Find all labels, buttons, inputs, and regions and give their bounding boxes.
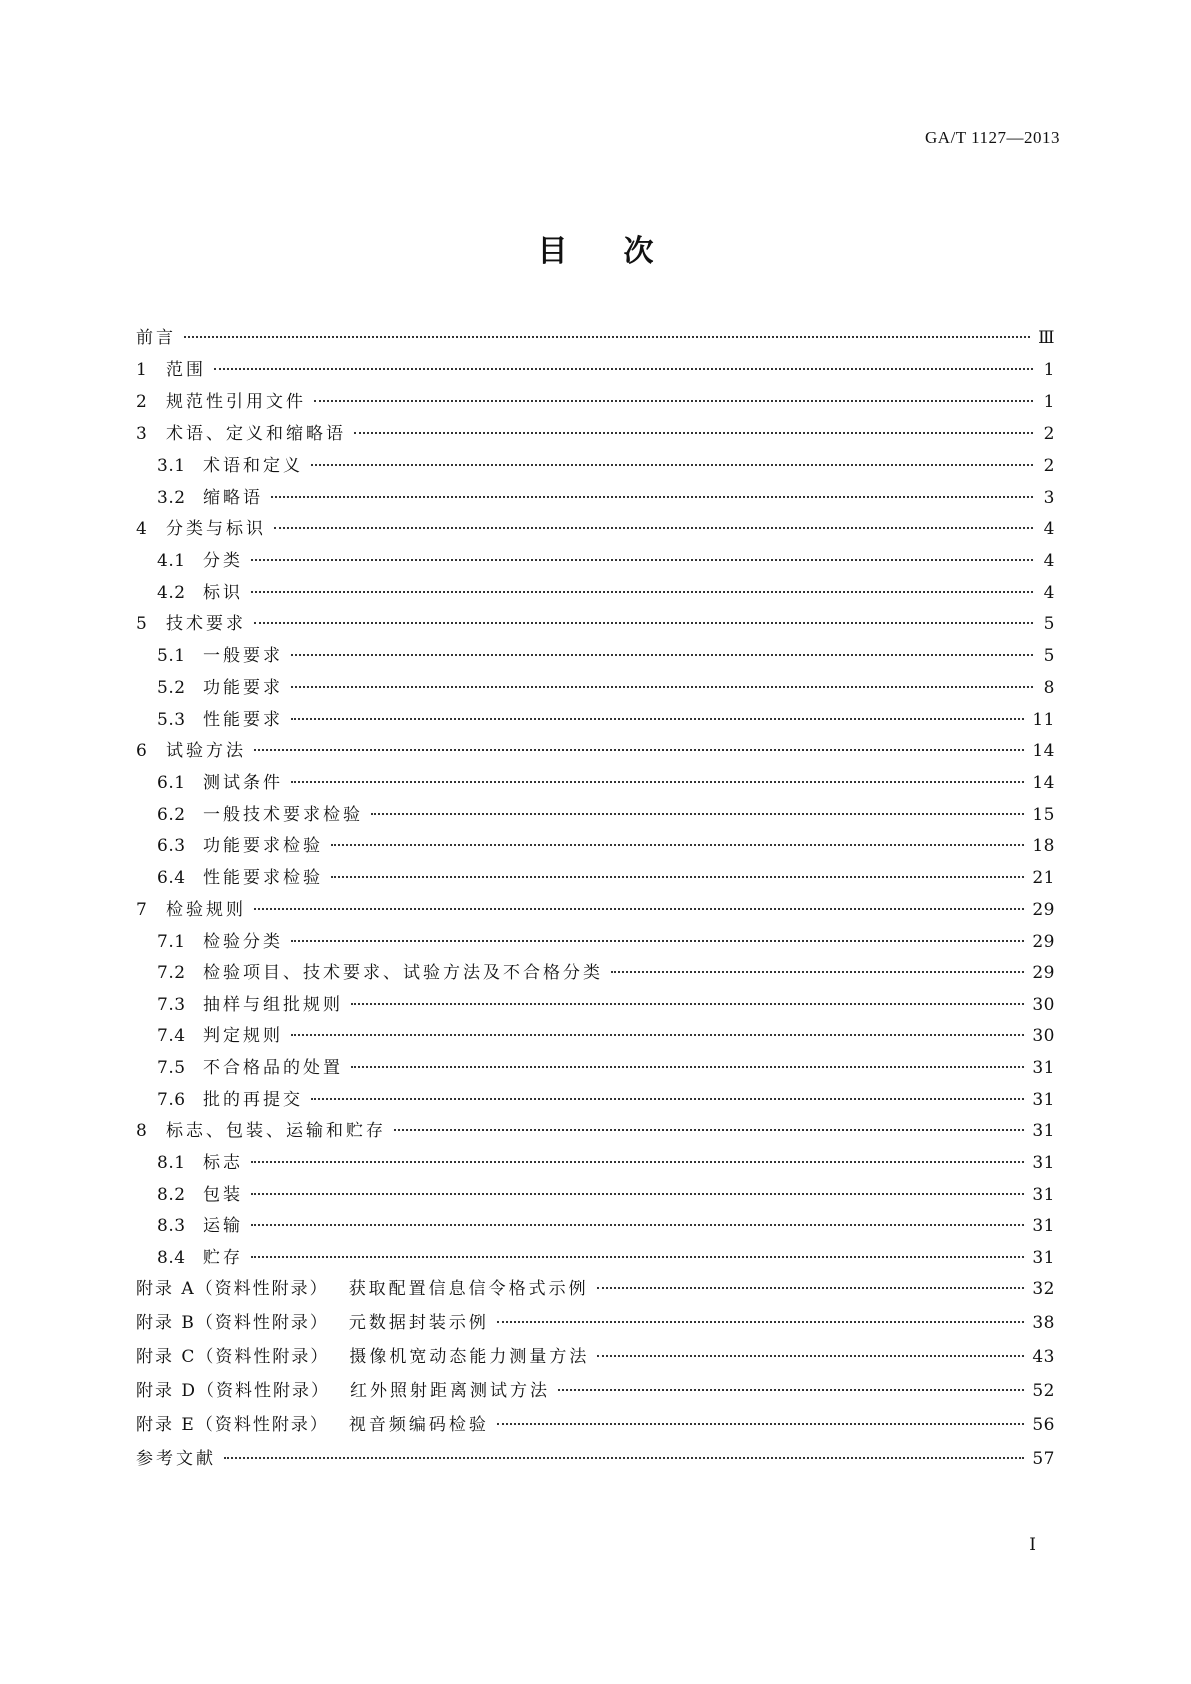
toc-entry-title: 检验项目、技术要求、试验方法及不合格分类 <box>203 963 603 984</box>
document-code: GA/T 1127—2013 <box>925 128 1060 147</box>
toc-entry-page: 43 <box>1032 1347 1055 1368</box>
toc-entry-number: 4.2 <box>157 582 186 603</box>
toc-entry-page: 3 <box>1043 487 1055 508</box>
toc-entry-appendix-label: 附录 B（资料性附录） <box>136 1313 329 1334</box>
toc-leader-dots <box>214 368 1033 370</box>
toc-entry-page: 18 <box>1032 836 1055 857</box>
toc-leader-dots <box>251 591 1033 593</box>
toc-entry-number: 3.2 <box>157 487 186 508</box>
toc-entry[interactable] <box>136 1381 1055 1415</box>
toc-entry-title: 获取配置信息信令格式示例 <box>348 1279 589 1300</box>
toc-entry-page: 29 <box>1032 963 1055 984</box>
toc-leader-dots <box>271 496 1033 498</box>
toc-leader-dots <box>184 336 1030 338</box>
toc-entry-page: 29 <box>1032 931 1055 952</box>
toc-entry-number: 8.2 <box>157 1184 186 1205</box>
toc-leader-dots <box>291 718 1024 720</box>
toc-leader-dots <box>311 464 1033 466</box>
toc-entry[interactable] <box>136 1279 1055 1313</box>
toc-leader-dots <box>291 654 1033 656</box>
toc-entry-appendix-label: 附录 D（资料性附录） <box>136 1381 331 1402</box>
toc-entry-title: 批的再提交 <box>203 1089 303 1110</box>
toc-entry-number: 7.1 <box>157 931 186 952</box>
toc-entry-title: 范围 <box>166 360 206 380</box>
toc-leader-dots <box>394 1129 1024 1131</box>
toc-leader-dots <box>274 527 1033 529</box>
toc-entry-page: 30 <box>1032 1026 1055 1047</box>
toc-entry[interactable] <box>136 868 1055 900</box>
toc-entry-page: 52 <box>1032 1381 1055 1402</box>
toc-leader-dots <box>254 749 1024 751</box>
toc-entry-number: 6 <box>136 741 148 762</box>
toc-entry-page: 1 <box>1043 392 1055 412</box>
toc-entry-number: 7.6 <box>157 1089 186 1110</box>
toc-entry-title: 贮存 <box>203 1247 243 1268</box>
toc-entry-appendix-label: 附录 C（资料性附录） <box>136 1347 330 1368</box>
toc-entry-title: 元数据封装示例 <box>348 1313 489 1334</box>
toc-entry-title: 功能要求 <box>203 677 283 698</box>
toc-entry[interactable] <box>136 1058 1055 1090</box>
toc-entry[interactable] <box>136 488 1055 520</box>
toc-leader-dots <box>371 813 1024 815</box>
toc-leader-dots <box>351 1066 1024 1068</box>
toc-entry-title: 抽样与组批规则 <box>203 994 343 1015</box>
toc-entry-title: 判定规则 <box>203 1026 283 1047</box>
toc-entry-number: 7.4 <box>157 1026 186 1047</box>
toc-entry[interactable] <box>136 710 1055 742</box>
toc-entry-number: 8.3 <box>157 1216 186 1237</box>
toc-entry-number: 6.4 <box>157 867 186 888</box>
toc-entry-appendix-label: 附录 E（资料性附录） <box>136 1415 329 1436</box>
toc-entry-page: 31 <box>1032 1057 1055 1078</box>
toc-entry-number: 6.3 <box>157 836 186 857</box>
toc-entry[interactable] <box>136 995 1055 1027</box>
toc-leader-dots <box>597 1355 1024 1357</box>
toc-leader-dots <box>331 844 1024 846</box>
toc-leader-dots <box>331 876 1024 878</box>
toc-entry[interactable] <box>136 1185 1055 1217</box>
toc-entry-title: 检验规则 <box>166 899 246 920</box>
toc-entry-number: 8 <box>136 1121 148 1142</box>
toc-entry-page: 21 <box>1032 867 1055 888</box>
toc-entry-title: 红外照射距离测试方法 <box>350 1381 551 1402</box>
toc-entry[interactable] <box>136 424 1055 456</box>
toc-entry-number: 5.3 <box>157 709 186 730</box>
toc-entry-page: 56 <box>1032 1415 1055 1436</box>
toc-entry-number: 4 <box>136 519 148 540</box>
toc-entry-title: 试验方法 <box>166 741 246 762</box>
toc-leader-dots <box>251 1256 1024 1258</box>
toc-entry-page: 38 <box>1032 1313 1055 1334</box>
toc-entry-number: 7.2 <box>157 963 186 984</box>
toc-entry-number: 8.1 <box>157 1153 186 1174</box>
toc-leader-dots <box>251 1193 1024 1195</box>
toc-entry-number: 3.1 <box>157 456 186 476</box>
toc-entry-number: 4.1 <box>157 551 186 572</box>
toc-entry[interactable] <box>136 646 1055 678</box>
toc-entry-page: 31 <box>1032 1184 1055 1205</box>
toc-entry[interactable] <box>136 1153 1055 1185</box>
toc-leader-dots <box>254 622 1033 624</box>
toc-entry-title: 前言 <box>136 328 176 348</box>
toc-entry-title: 包装 <box>203 1184 243 1205</box>
toc-leader-dots <box>224 1457 1024 1459</box>
toc-entry[interactable] <box>136 900 1055 932</box>
toc-leader-dots <box>251 559 1033 561</box>
toc-entry-number: 6.2 <box>157 804 186 825</box>
toc-entry-title: 术语、定义和缩略语 <box>166 424 346 444</box>
toc-entry-page: 11 <box>1032 709 1055 730</box>
toc-leader-dots <box>291 1034 1024 1036</box>
toc-entry-title: 缩略语 <box>203 487 263 508</box>
toc-entry[interactable] <box>136 773 1055 805</box>
toc-entry-page: 30 <box>1032 994 1055 1015</box>
toc-entry[interactable] <box>136 519 1055 551</box>
toc-entry-title: 一般技术要求检验 <box>203 804 363 825</box>
toc-entry-number: 6.1 <box>157 773 186 794</box>
toc-leader-dots <box>611 971 1024 973</box>
toc-entry-page: 31 <box>1032 1121 1055 1142</box>
toc-entry-page: 5 <box>1043 646 1055 667</box>
toc-entry-title: 测试条件 <box>203 773 283 794</box>
toc-entry-page: Ⅲ <box>1038 328 1055 348</box>
toc-leader-dots <box>314 400 1033 402</box>
toc-entry[interactable] <box>136 614 1055 646</box>
toc-entry-title: 分类 <box>203 551 243 572</box>
toc-entry-title: 规范性引用文件 <box>166 392 306 412</box>
toc-entry-page: 2 <box>1043 424 1055 444</box>
toc-leader-dots <box>558 1389 1024 1391</box>
toc-leader-dots <box>497 1423 1025 1425</box>
toc-entry[interactable] <box>136 360 1055 392</box>
toc-entry[interactable] <box>136 1415 1055 1449</box>
toc-entry-title: 参考文献 <box>136 1449 216 1470</box>
toc-entry-title: 功能要求检验 <box>203 836 323 857</box>
toc-entry-title: 分类与标识 <box>166 519 266 540</box>
toc-entry[interactable] <box>136 328 1055 360</box>
toc-leader-dots <box>597 1287 1025 1289</box>
toc-entry-page: 2 <box>1043 456 1055 476</box>
toc-leader-dots <box>291 940 1024 942</box>
toc-leader-dots <box>251 1161 1024 1163</box>
toc-leader-dots <box>291 686 1033 688</box>
toc-entry-page: 32 <box>1032 1279 1055 1300</box>
toc-entry-page: 31 <box>1032 1216 1055 1237</box>
toc-leader-dots <box>291 781 1024 783</box>
toc-entry-page: 5 <box>1043 614 1055 635</box>
toc-entry-page: 4 <box>1043 582 1055 603</box>
page-number: I <box>1029 1535 1036 1555</box>
toc-entry-page: 14 <box>1032 773 1055 794</box>
toc-entry[interactable] <box>136 741 1055 773</box>
toc-entry-title: 性能要求 <box>203 709 283 730</box>
toc-entry-page: 31 <box>1032 1153 1055 1174</box>
toc-entry[interactable] <box>136 551 1055 583</box>
toc-entry[interactable] <box>136 678 1055 710</box>
toc-entry[interactable] <box>136 1347 1055 1381</box>
toc-entry-page: 14 <box>1032 741 1055 762</box>
toc-entry[interactable] <box>136 1449 1055 1483</box>
toc-entry[interactable] <box>136 1090 1055 1122</box>
toc-entry[interactable] <box>136 932 1055 964</box>
toc-entry-number: 5.2 <box>157 677 186 698</box>
toc-leader-dots <box>351 1003 1024 1005</box>
toc-leader-dots <box>354 432 1033 434</box>
toc-entry-title: 视音频编码检验 <box>348 1415 489 1436</box>
toc-entry-page: 4 <box>1043 519 1055 540</box>
toc-entry-number: 5 <box>136 614 148 635</box>
toc-entry-title: 术语和定义 <box>203 456 303 476</box>
toc-entry[interactable] <box>136 1026 1055 1058</box>
toc-entry-number: 1 <box>136 360 148 380</box>
toc-entry[interactable] <box>136 1313 1055 1347</box>
toc-entry[interactable] <box>136 836 1055 868</box>
toc-entry-page: 57 <box>1032 1449 1055 1470</box>
toc-entry[interactable] <box>136 392 1055 424</box>
toc-entry-title: 运输 <box>203 1216 243 1237</box>
toc-leader-dots <box>497 1321 1024 1323</box>
table-of-contents <box>136 328 1055 1483</box>
toc-entry-appendix-label: 附录 A（资料性附录） <box>136 1279 329 1300</box>
toc-entry-page: 8 <box>1043 677 1055 698</box>
toc-entry-page: 31 <box>1032 1247 1055 1268</box>
toc-leader-dots <box>251 1224 1024 1226</box>
toc-entry-number: 7.5 <box>157 1057 186 1078</box>
toc-entry-page: 15 <box>1032 804 1055 825</box>
toc-entry-number: 2 <box>136 392 148 412</box>
toc-entry[interactable] <box>136 963 1055 995</box>
toc-entry-title: 性能要求检验 <box>203 867 323 888</box>
toc-entry-title: 检验分类 <box>203 931 283 952</box>
toc-entry-title: 摄像机宽动态能力测量方法 <box>349 1347 590 1368</box>
toc-entry[interactable] <box>136 583 1055 615</box>
toc-leader-dots <box>254 908 1024 910</box>
toc-entry-page: 1 <box>1043 360 1055 380</box>
toc-entry[interactable] <box>136 805 1055 837</box>
toc-entry-title: 技术要求 <box>166 614 246 635</box>
toc-entry-number: 7 <box>136 899 148 920</box>
toc-entry-number: 3 <box>136 424 148 444</box>
toc-entry-title: 标志、包装、运输和贮存 <box>166 1121 386 1142</box>
toc-entry[interactable] <box>136 456 1055 488</box>
toc-entry-title: 标识 <box>203 582 243 603</box>
toc-entry[interactable] <box>136 1121 1055 1153</box>
toc-entry[interactable] <box>136 1216 1055 1248</box>
toc-entry-number: 7.3 <box>157 994 186 1015</box>
toc-entry-title: 一般要求 <box>203 646 283 667</box>
toc-leader-dots <box>311 1098 1024 1100</box>
toc-entry-page: 31 <box>1032 1089 1055 1110</box>
toc-entry-number: 8.4 <box>157 1247 186 1268</box>
page-title: 目次 <box>537 234 710 269</box>
toc-entry[interactable] <box>136 1248 1055 1280</box>
toc-entry-number: 5.1 <box>157 646 186 667</box>
toc-entry-title: 不合格品的处置 <box>203 1057 343 1078</box>
toc-entry-title: 标志 <box>203 1153 243 1174</box>
toc-entry-page: 29 <box>1032 899 1055 920</box>
toc-entry-page: 4 <box>1043 551 1055 572</box>
